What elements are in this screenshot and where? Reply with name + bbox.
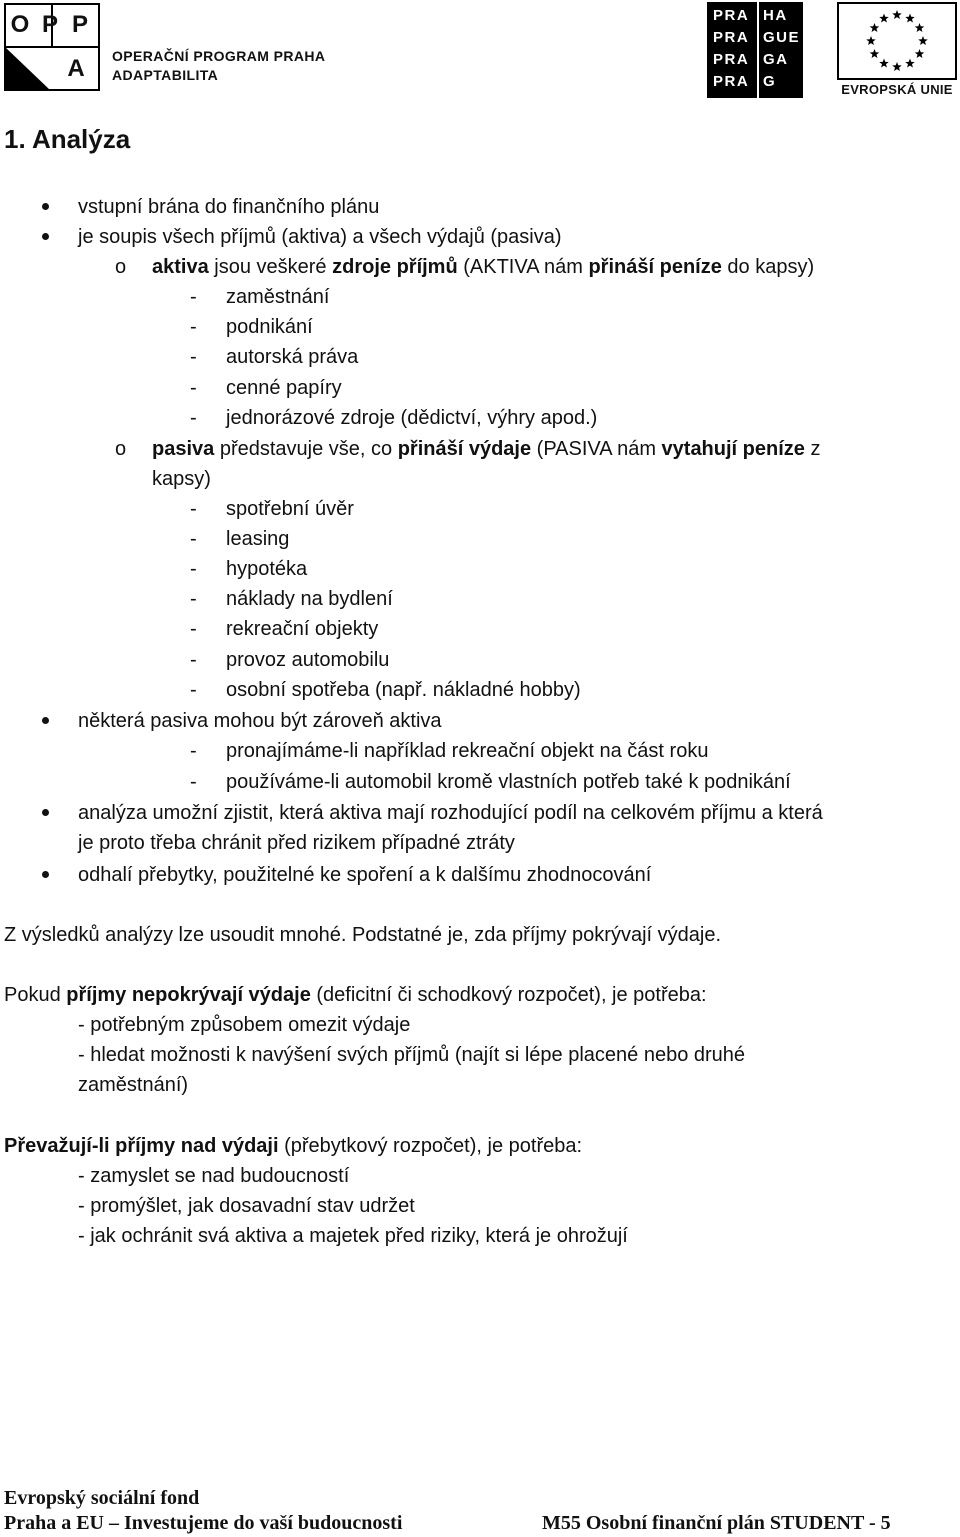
dash-icon: - — [190, 346, 197, 368]
list-item: je soupis všech příjmů (aktiva) a všech výdajů (pasiva) — [78, 226, 562, 248]
list-item: hypotéka — [226, 558, 308, 580]
dash-icon: - — [190, 618, 197, 640]
eu-star — [879, 59, 889, 68]
list-item-pasiva — [152, 434, 820, 464]
list-item: - promýšlet, jak dosavadní stav udržet — [78, 1195, 415, 1217]
praha-logo-text: GA — [763, 51, 789, 68]
list-item: používáme-li automobil kromě vlastních potřeb také k podnikání — [226, 771, 791, 793]
list-item: - zamyslet se nad budoucností — [78, 1165, 350, 1187]
eu-star — [915, 23, 925, 32]
list-item: - potřebným způsobem omezit výdaje — [78, 1014, 411, 1036]
list-item: autorská práva — [226, 346, 359, 368]
eu-star — [870, 23, 880, 32]
text: (AKTIVA nám — [457, 256, 589, 278]
footer-line: Praha a EU – Investujeme do vaší budoucnosti — [4, 1512, 403, 1534]
dash-icon: - — [190, 679, 197, 701]
text: z — [804, 438, 821, 460]
bullet-icon — [42, 871, 49, 878]
list-item: provoz automobilu — [226, 649, 390, 671]
dash-icon: - — [190, 286, 197, 308]
opp-logo — [4, 3, 100, 91]
dash-icon: - — [190, 407, 197, 429]
list-item-aktiva — [152, 252, 814, 282]
praha-logo-text: HA — [763, 7, 788, 24]
opp-letter: P — [41, 11, 58, 38]
list-item: osobní spotřeba (např. nákladné hobby) — [226, 679, 581, 701]
bullet-icon — [42, 717, 49, 724]
eu-star — [866, 36, 876, 45]
eu-star — [870, 49, 880, 58]
text: (PASIVA nám — [531, 438, 662, 460]
text: (deficitní či schodkový rozpočet), je potřeba: — [310, 984, 707, 1006]
praha-logo-text: PRA — [713, 51, 750, 68]
footer-line: Evropský sociální fond — [4, 1487, 200, 1509]
dash-icon: - — [190, 558, 197, 580]
list-item: - jak ochránit svá aktiva a majetek před riziky, která je ohrožují — [78, 1225, 628, 1247]
paragraph — [4, 980, 707, 1010]
text: jsou veškeré — [208, 256, 333, 278]
text-bold: přináší výdaje — [397, 438, 532, 460]
text-bold: přináší peníze — [588, 256, 722, 278]
dash-icon: - — [190, 740, 197, 762]
text-bold: vytahují peníze — [661, 438, 805, 460]
list-item: některá pasiva mohou být zároveň aktiva — [78, 710, 442, 732]
praha-logo-text: GUE — [763, 29, 801, 46]
list-item: zaměstnání — [226, 286, 330, 308]
opp-letter: O — [10, 11, 30, 38]
eu-star — [918, 36, 928, 45]
list-item: cenné papíry — [226, 377, 342, 399]
list-item: leasing — [226, 528, 290, 550]
list-item: náklady na bydlení — [226, 588, 393, 610]
dash-icon: - — [190, 316, 197, 338]
eu-star — [892, 10, 902, 19]
circle-bullet-icon: o — [115, 256, 127, 278]
praha-logo — [707, 2, 803, 98]
eu-star — [905, 13, 915, 22]
list-item: analýza umožní zjistit, která aktiva mají rozhodující podíl na celkovém příjmu a která — [78, 802, 823, 824]
opp-program-name — [112, 47, 325, 85]
list-item: vstupní brána do finančního plánu — [78, 196, 380, 218]
list-item-continuation: je proto třeba chránit před rizikem případné ztráty — [78, 832, 515, 854]
opp-letter: A — [67, 55, 85, 82]
text: (přebytkový rozpočet), je potřeba: — [278, 1135, 583, 1157]
dash-icon: - — [190, 498, 197, 520]
list-item-continuation: kapsy) — [152, 468, 211, 490]
dash-icon: - — [190, 649, 197, 671]
opp-name-line: OPERAČNÍ PROGRAM PRAHA — [112, 48, 326, 64]
eu-star — [905, 59, 915, 68]
footer-page-label: M55 Osobní finanční plán STUDENT - 5 — [542, 1512, 891, 1534]
circle-bullet-icon: o — [115, 438, 127, 460]
praha-logo-text: G — [763, 73, 777, 90]
list-item: podnikání — [226, 316, 313, 338]
eu-stars-icon — [837, 2, 957, 80]
text-bold: Převažují-li příjmy nad výdaji — [4, 1135, 279, 1157]
paragraph: Z výsledků analýzy lze usoudit mnohé. Podstatné je, zda příjmy pokrývají výdaje. — [4, 924, 722, 946]
praha-logo-text: PRA — [713, 7, 750, 24]
text-bold: pasiva — [152, 438, 215, 460]
list-item: jednorázové zdroje (dědictví, výhry apod.) — [226, 407, 598, 429]
list-item: rekreační objekty — [226, 618, 379, 640]
bullet-icon — [42, 233, 49, 240]
text-bold: příjmy nepokrývají výdaje — [66, 984, 311, 1006]
opp-name-line: ADAPTABILITA — [112, 67, 219, 83]
text-bold: zdroje příjmů — [332, 256, 458, 278]
text: Pokud — [4, 984, 67, 1006]
dash-icon: - — [190, 528, 197, 550]
bullet-icon — [42, 809, 49, 816]
dash-icon: - — [190, 588, 197, 610]
eu-logo — [837, 2, 957, 98]
eu-label: EVROPSKÁ UNIE — [841, 82, 953, 97]
dash-icon: - — [190, 377, 197, 399]
section-title: 1. Analýza — [4, 124, 131, 154]
dash-icon: - — [190, 771, 197, 793]
list-item: spotřební úvěr — [226, 498, 354, 520]
text-bold: aktiva — [152, 256, 209, 278]
text: do kapsy) — [721, 256, 815, 278]
eu-star — [892, 62, 902, 71]
paragraph — [4, 1131, 582, 1161]
bullet-icon — [42, 203, 49, 210]
opp-letter: P — [71, 11, 88, 38]
list-item-continuation: zaměstnání) — [78, 1074, 189, 1096]
list-item: pronajímáme-li například rekreační objekt na část roku — [226, 740, 709, 762]
list-item: odhalí přebytky, použitelné ke spoření a k dalšímu zhodnocování — [78, 864, 652, 886]
praha-logo-text: PRA — [713, 29, 750, 46]
list-item: - hledat možnosti k navýšení svých příjmů (najít si lépe placené nebo druhé — [78, 1044, 746, 1066]
eu-star — [879, 13, 889, 22]
text: představuje vše, co — [214, 438, 398, 460]
praha-logo-text: PRA — [713, 73, 750, 90]
eu-star — [915, 49, 925, 58]
